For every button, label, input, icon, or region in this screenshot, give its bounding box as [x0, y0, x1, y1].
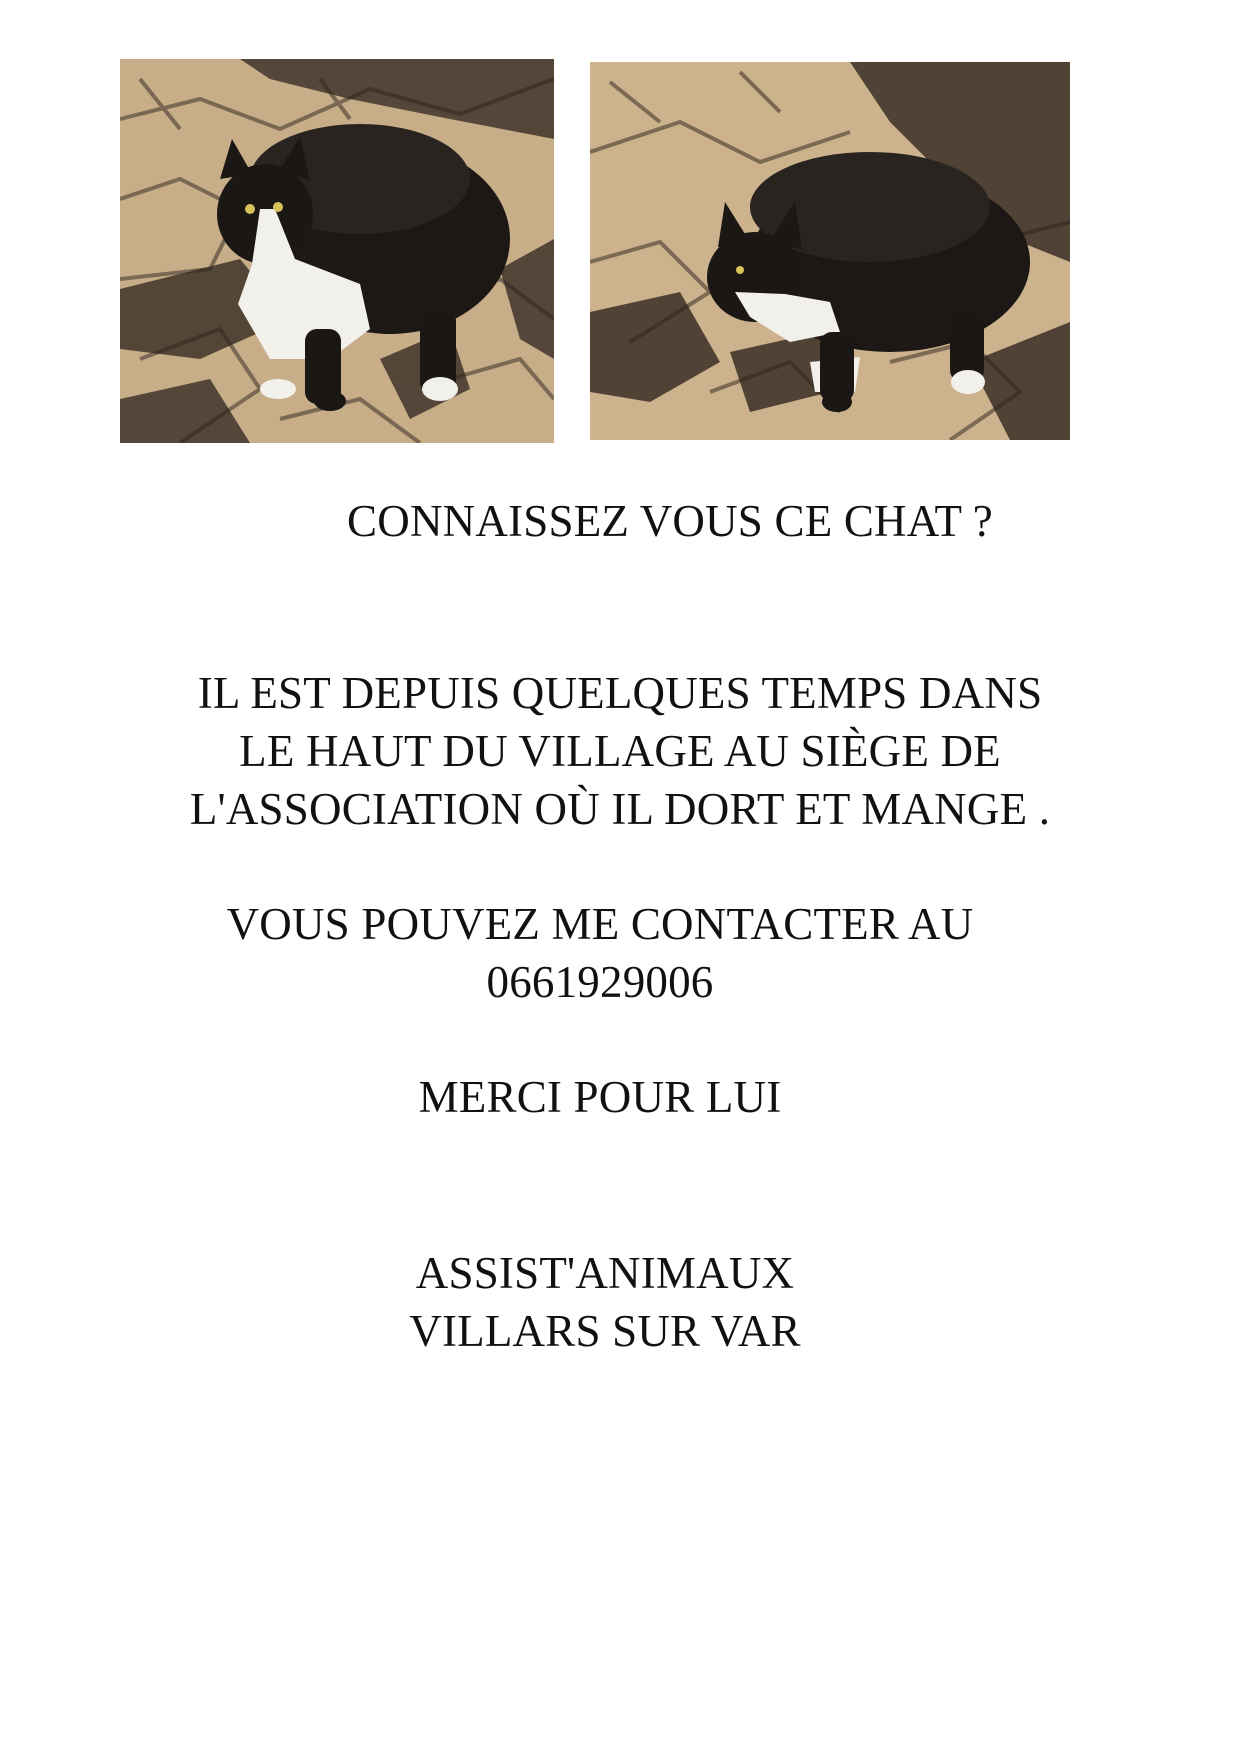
cat-photo-2-image: [590, 62, 1070, 440]
body-text-line: IL EST DEPUIS QUELQUES TEMPS DANS: [197, 668, 1043, 718]
headline-question: CONNAISSEZ VOUS CE CHAT ?: [347, 496, 993, 546]
cat-photo-2: [590, 62, 1070, 440]
organization-name: ASSIST'ANIMAUX: [415, 1248, 795, 1298]
body-text-line: LE HAUT DU VILLAGE AU SIÈGE DE: [239, 726, 1001, 776]
contact-phone-number: 0661929006: [486, 957, 714, 1007]
cat-photo-1: [120, 59, 554, 443]
body-text-line: L'ASSOCIATION OÙ IL DORT ET MANGE .: [189, 784, 1051, 834]
organization-location: VILLARS SUR VAR: [409, 1306, 801, 1356]
contact-text: VOUS POUVEZ ME CONTACTER AU: [226, 899, 974, 949]
thanks-text: MERCI POUR LUI: [418, 1072, 782, 1122]
cat-photo-1-image: [120, 59, 554, 443]
